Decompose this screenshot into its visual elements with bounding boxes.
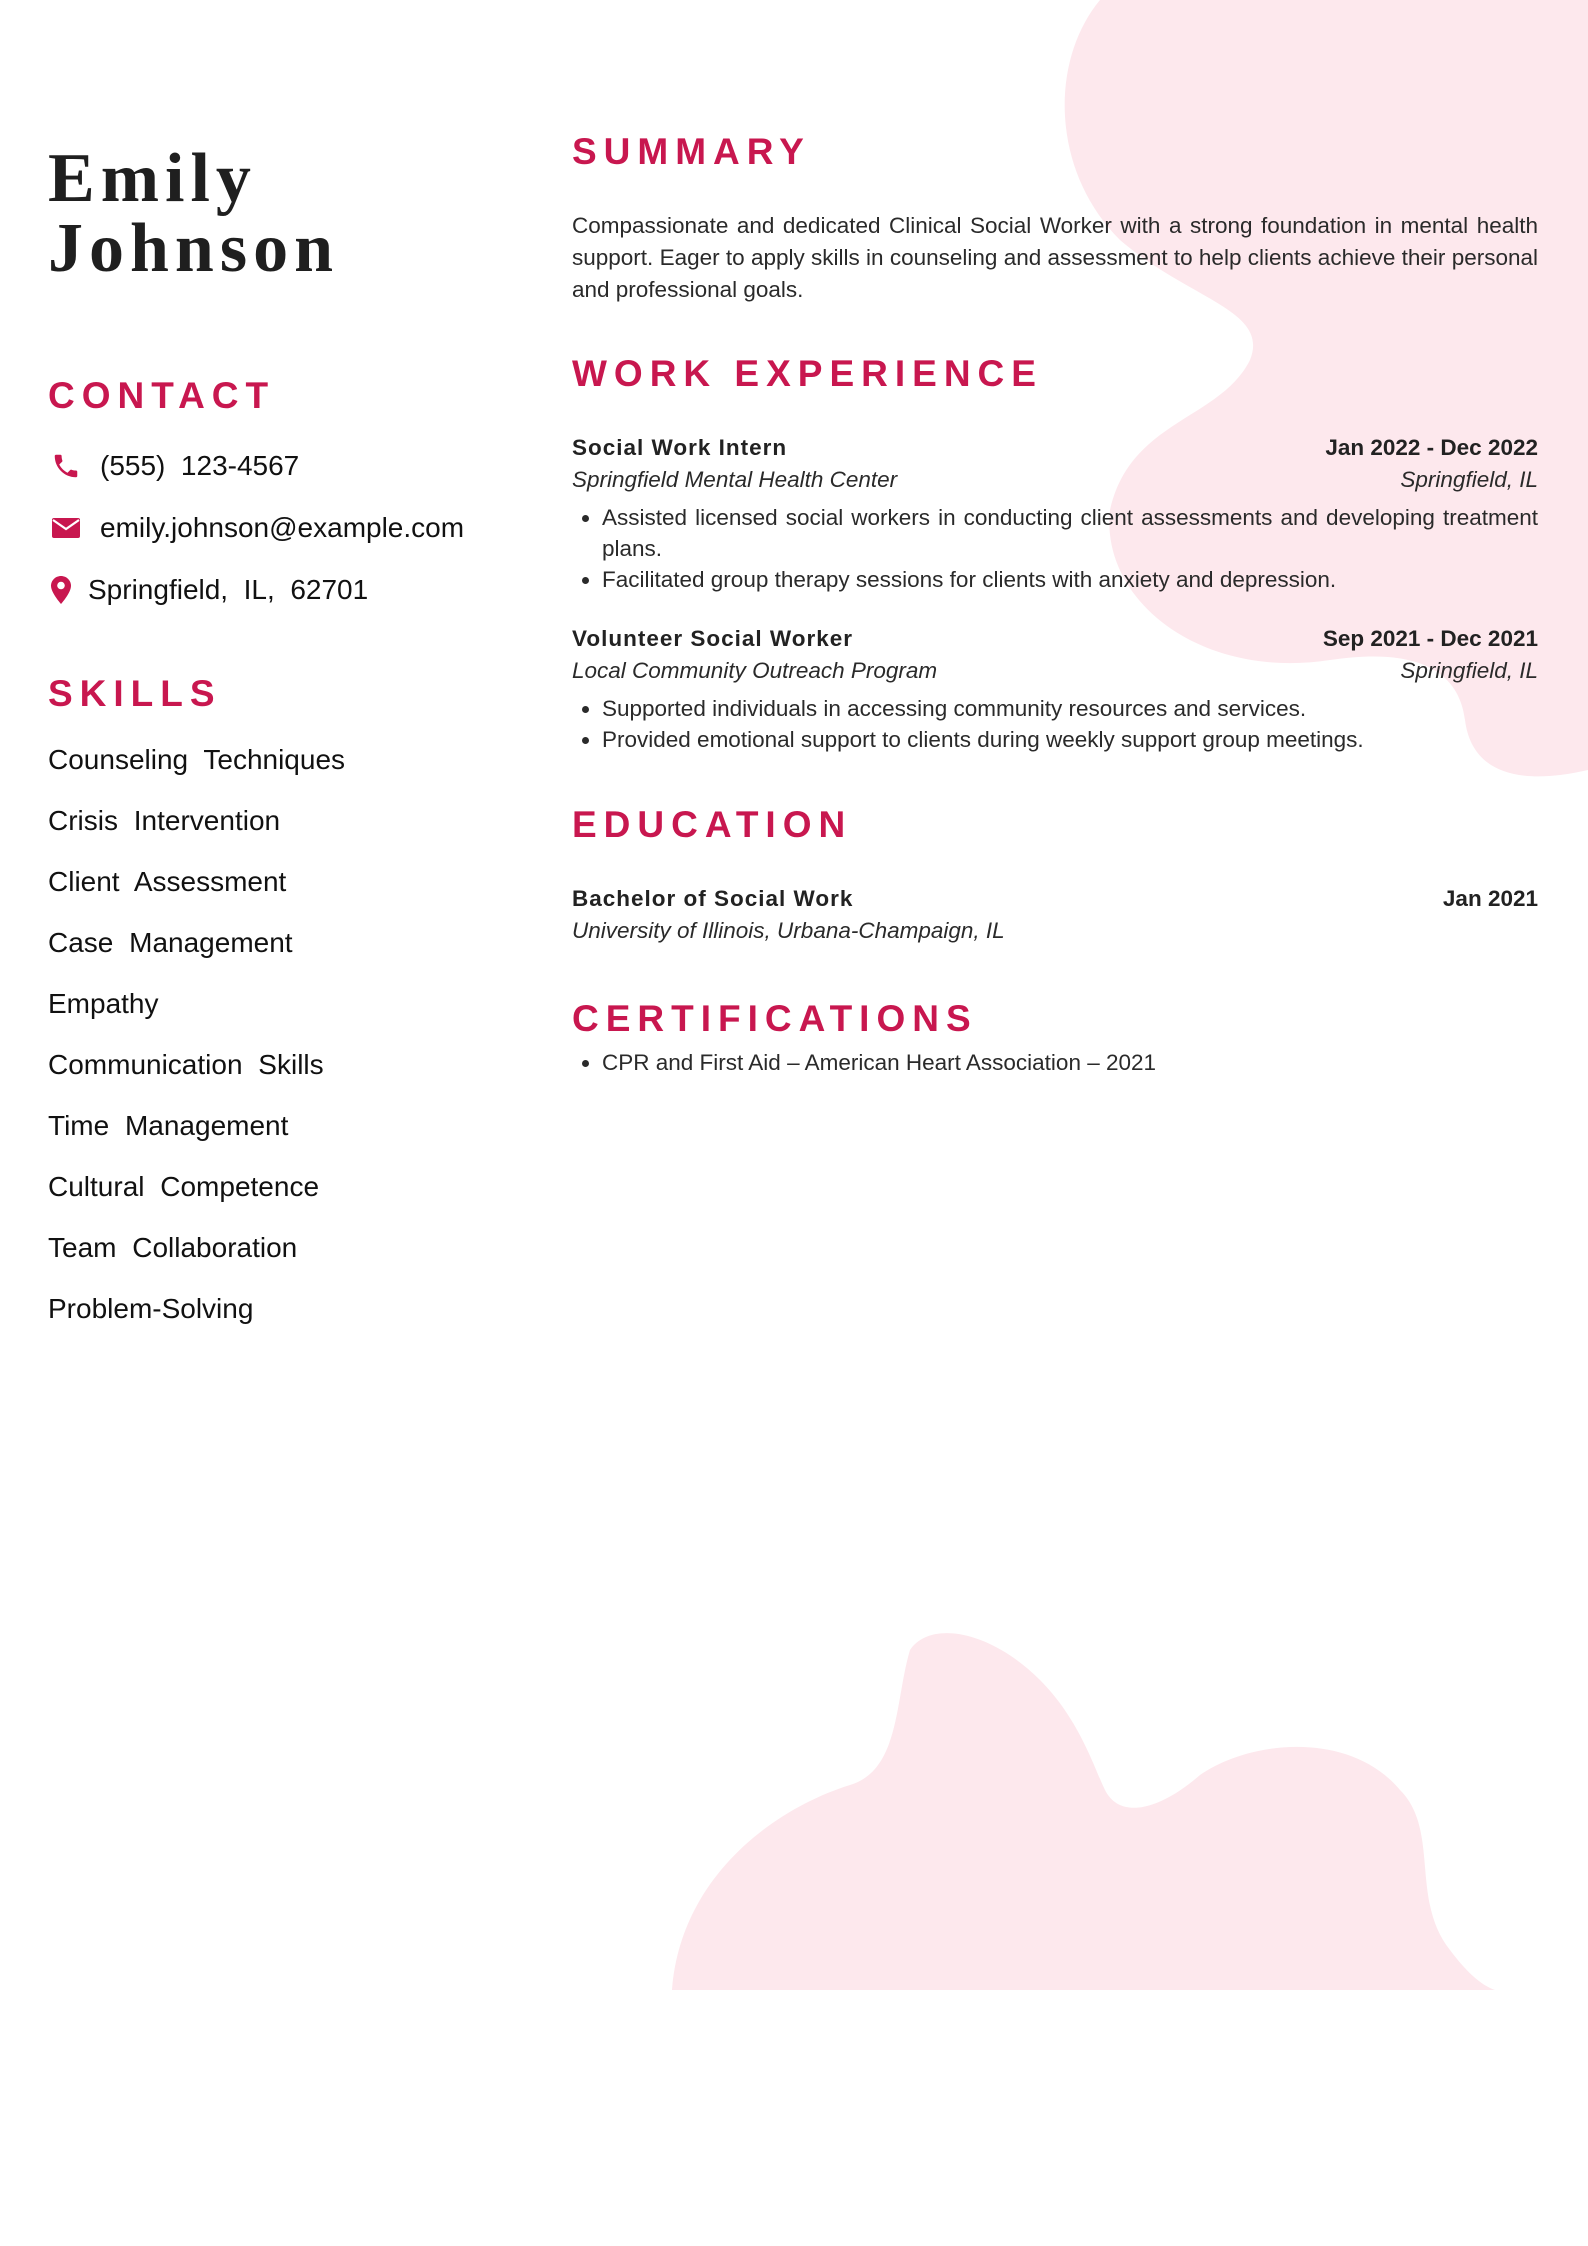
certifications-heading: CERTIFICATIONS xyxy=(572,998,978,1039)
job-bullets xyxy=(572,693,1538,755)
job-dates: Jan 2022 - Dec 2022 xyxy=(1325,435,1538,460)
job-location: Springfield, IL xyxy=(1400,467,1538,492)
skill-item: Crisis Intervention xyxy=(48,805,281,836)
degree-title: Bachelor of Social Work xyxy=(572,886,854,911)
contact-location xyxy=(48,570,508,610)
map-pin-icon xyxy=(48,575,74,605)
skill-item: Communication Skills xyxy=(48,1049,324,1080)
certifications-list xyxy=(572,1047,1538,1078)
job-title: Volunteer Social Worker xyxy=(572,626,853,651)
summary-heading: SUMMARY xyxy=(572,131,811,172)
email-address[interactable]: emily.johnson@example.com xyxy=(100,512,465,543)
skills-list xyxy=(48,740,508,1350)
bullet-item: • Facilitated group therapy sessions for clients with anxiety and depression. xyxy=(602,564,1538,595)
skill-item: Problem-Solving xyxy=(48,1293,254,1324)
left-column xyxy=(48,130,508,1350)
job-entry xyxy=(572,432,1538,595)
skill-item: Client Assessment xyxy=(48,866,287,897)
contact-heading: CONTACT xyxy=(48,375,276,416)
summary-text: Compassionate and dedicated Clinical Social Worker with a strong foundation in mental health support. Eager to apply skills in counseling and assessment to help clients achieve their personal and professional goals. xyxy=(572,213,1538,302)
school-name: University of Illinois, Urbana-Champaign, IL xyxy=(572,918,1005,943)
first-name: Emily xyxy=(48,140,257,217)
job-title: Social Work Intern xyxy=(572,435,788,460)
skill-item: Empathy xyxy=(48,988,159,1019)
skills-heading: SKILLS xyxy=(48,673,222,714)
bullet-item: • Provided emotional support to clients during weekly support group meetings. xyxy=(602,724,1538,755)
contact-list xyxy=(48,446,508,610)
job-organization: Springfield Mental Health Center xyxy=(572,467,898,492)
location-text: Springfield, IL, 62701 xyxy=(88,574,369,605)
candidate-name xyxy=(48,140,508,287)
job-organization: Local Community Outreach Program xyxy=(572,658,938,683)
skill-item: Time Management xyxy=(48,1110,289,1141)
education-heading: EDUCATION xyxy=(572,804,853,845)
bottom-blob xyxy=(672,1633,1495,1990)
last-name: Johnson xyxy=(48,210,340,287)
job-bullets xyxy=(572,502,1538,595)
skill-item: Case Management xyxy=(48,927,293,958)
bullet-item: • Supported individuals in accessing community resources and services. xyxy=(602,693,1538,724)
skill-item: Cultural Competence xyxy=(48,1171,320,1202)
contact-email xyxy=(48,508,508,548)
envelope-icon xyxy=(48,513,84,543)
graduation-date: Jan 2021 xyxy=(1442,886,1538,911)
certification-item: • CPR and First Aid – American Heart Association – 2021 xyxy=(602,1047,1538,1078)
education-entry xyxy=(572,883,1538,947)
phone-number[interactable]: (555) 123-4567 xyxy=(100,450,300,481)
skill-item: Counseling Techniques xyxy=(48,744,346,775)
job-entry xyxy=(572,623,1538,755)
contact-phone xyxy=(48,446,508,486)
job-dates: Sep 2021 - Dec 2021 xyxy=(1322,626,1538,651)
work-experience-heading: WORK EXPERIENCE xyxy=(572,353,1043,394)
bullet-item: • Assisted licensed social workers in conducting client assessments and developing treatment plans. xyxy=(602,502,1538,564)
right-column xyxy=(572,130,1538,1078)
skill-item: Team Collaboration xyxy=(48,1232,298,1263)
job-location: Springfield, IL xyxy=(1400,658,1538,683)
phone-icon xyxy=(48,451,84,481)
